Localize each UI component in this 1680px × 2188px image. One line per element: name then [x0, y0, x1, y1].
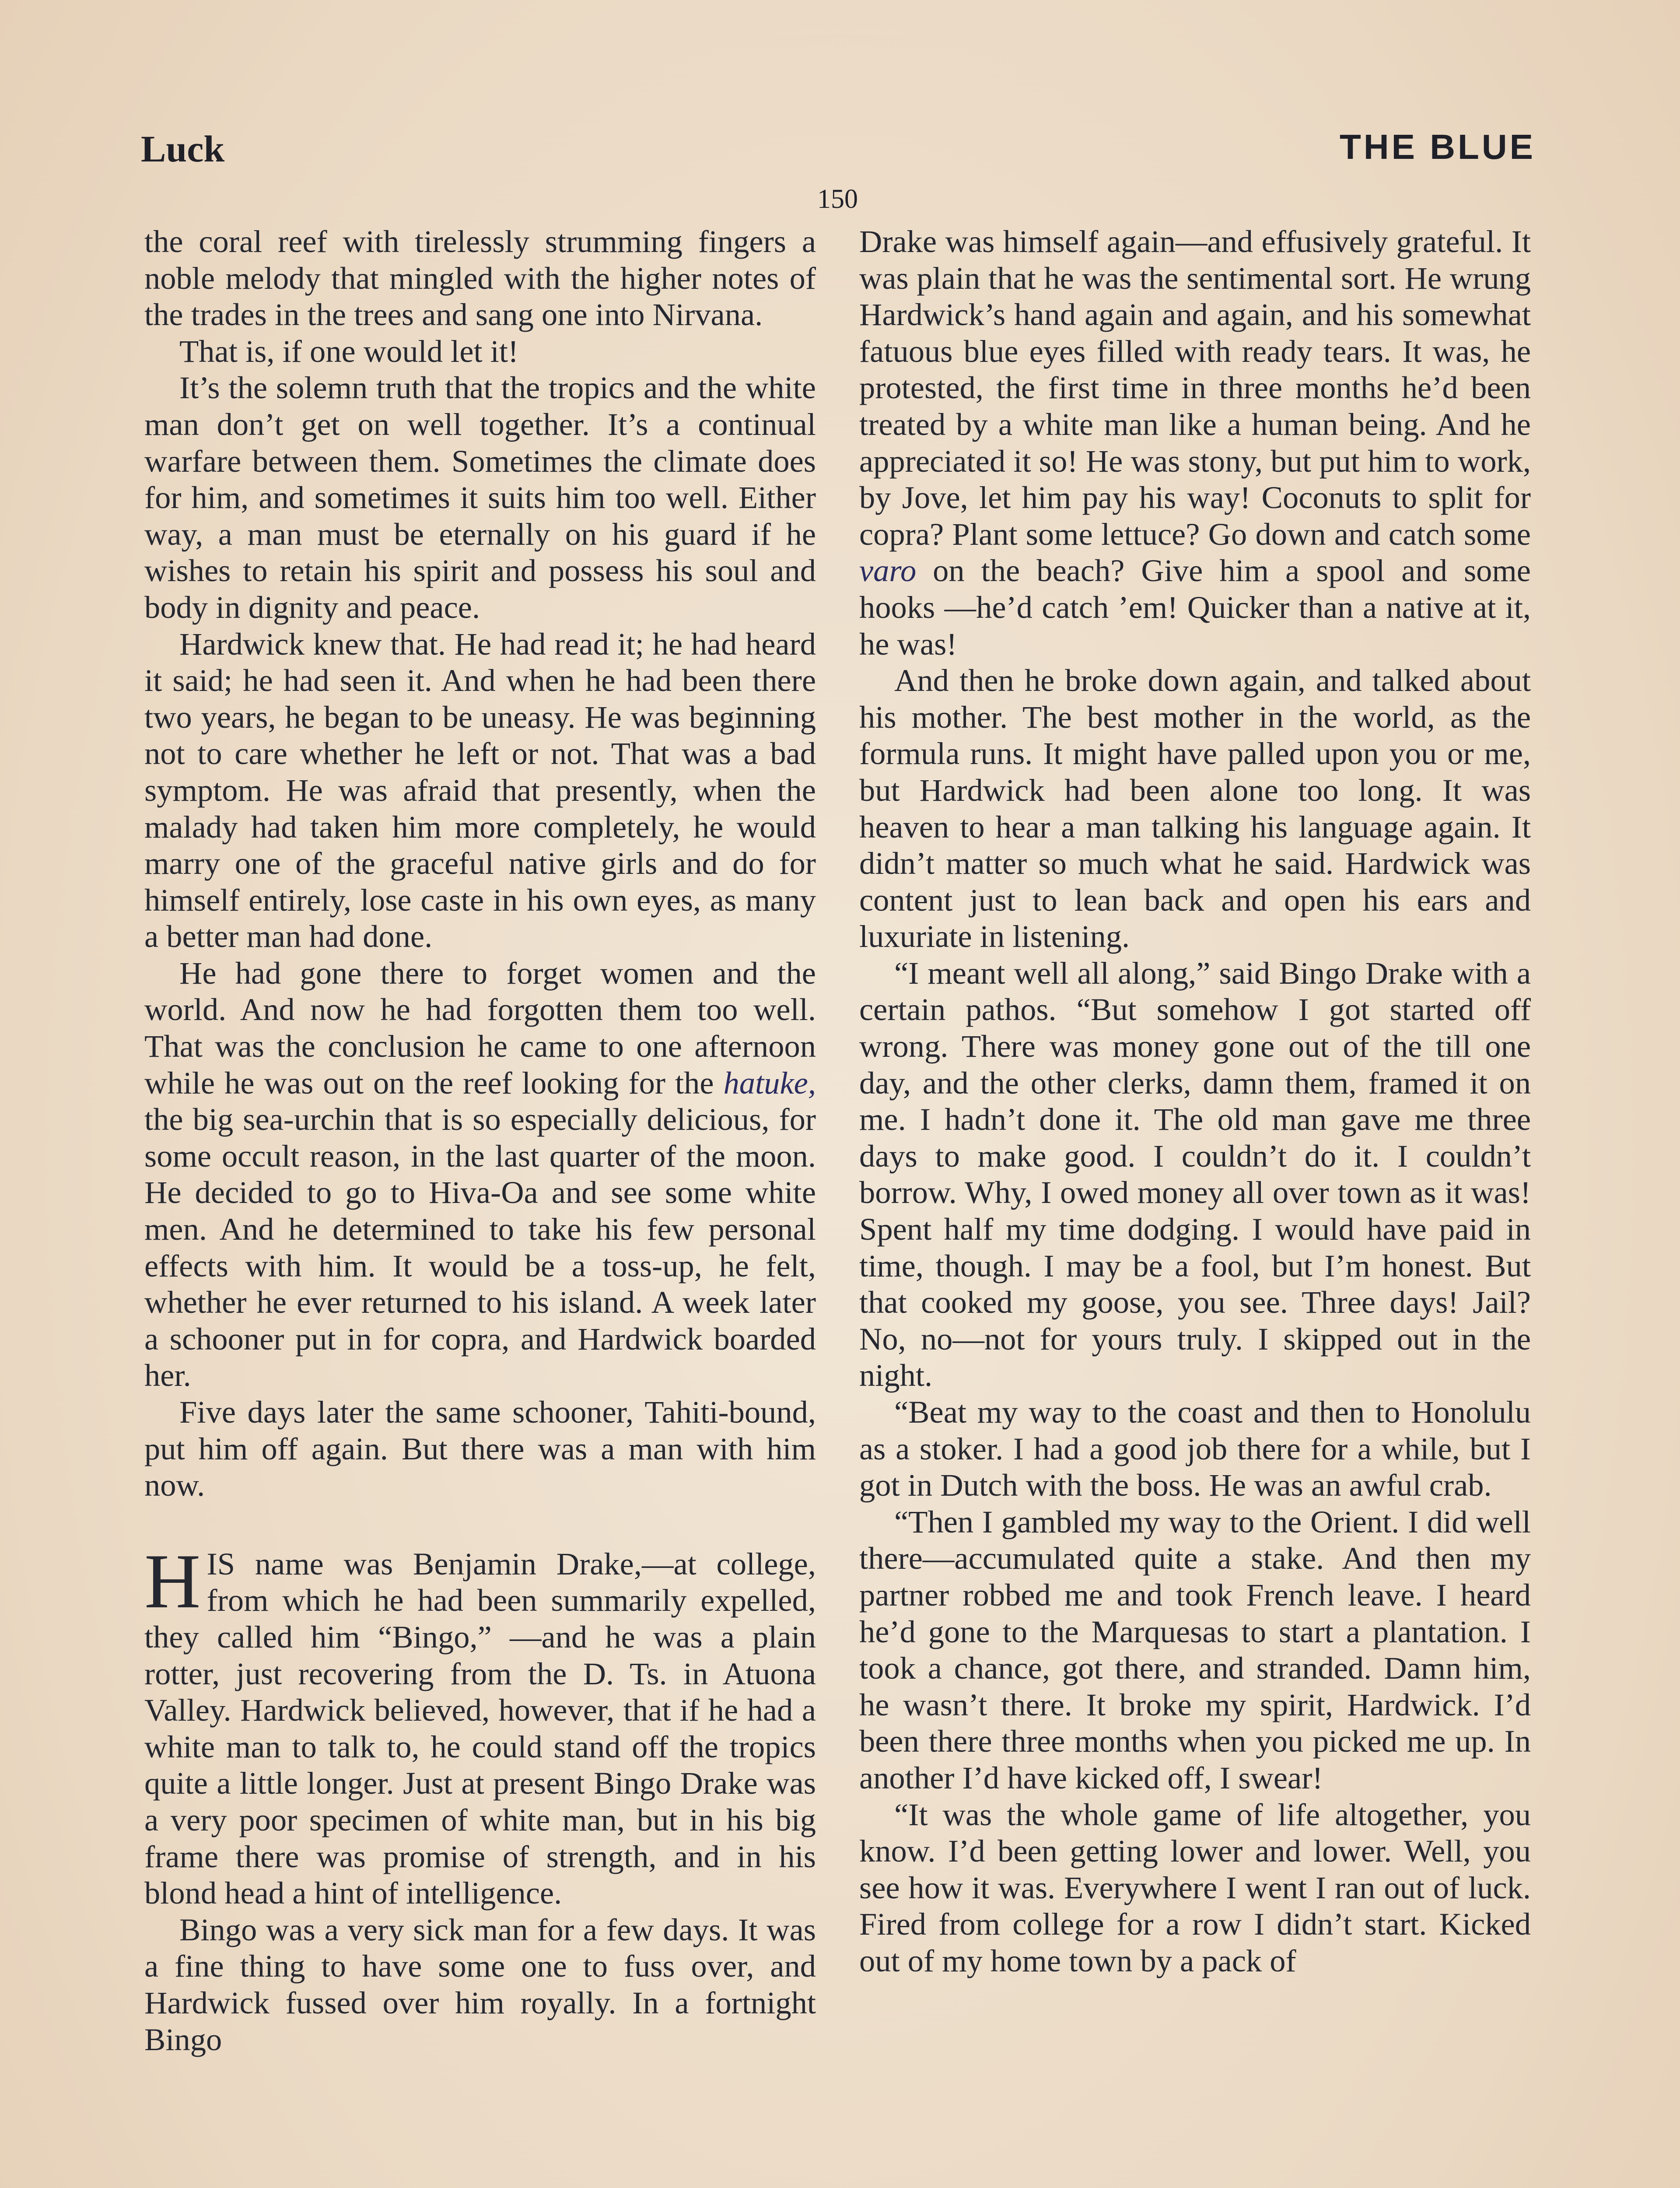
paragraph	[859, 223, 1531, 662]
italic-word: hatuke,	[723, 1065, 816, 1101]
paragraph: “Beat my way to the coast and then to Honolulu as a stoker. I had a good job there for a while, but I got in Dutch with the boss. He was an awful crab.	[859, 1394, 1531, 1503]
paragraph: “I meant well all along,” said Bingo Drake with a certain pathos. “But somehow I got started off wrong. There was money gone out of the till one day, and the other clerks, damn them, framed it on me. I hadn’t done it. The old man gave me three days to make good. I couldn’t do it. I couldn’t borrow. Why, I owed money all over town as it was! Spent half my time dodging. I would have paid in time, though. I may be a fool, but I’m honest. But that cooked my goose, you see. Three days! Jail? No, no—not for yours truly. I skipped out in the night.	[859, 955, 1531, 1393]
left-column	[144, 223, 816, 2058]
paragraph: the coral reef with tirelessly strumming fingers a noble melody that mingled with the higher notes of the trades in the trees and sang one into Nirvana.	[144, 224, 816, 333]
running-header-left: Luck	[141, 128, 225, 170]
text-run: Drake was himself again—and effusively grateful. It was plain that he was the sentimental sort. He wrung Hardwick’s hand again and again, and his somewhat fatuous blue eyes filled with ready tears. It was, he protested, the first time in three months he’d been treated by a white man like a human being. And he appreciated it so! He was stony, but put him to work, by Jove, let him pay his way! Coconuts to split for copra? Plant some lettuce? Go down and catch some varo on the beach? Give him a spool and some hooks —he’d catch ’em! Quicker than a native at it, he was!	[859, 224, 1531, 662]
paragraph	[144, 955, 816, 1394]
paragraph: Five days later the same schooner, Tahiti-bound, put him off again. But there was a man with him now.	[144, 1394, 816, 1503]
text-run: the big sea-urchin that is so especially delicious, for some occult reason, in the last quarter of the moon. He decided to go to Hiva-Oa and see some white men. And he determined to take his few personal effects with him. It would be a toss-up, he felt, whether he ever returned to his island. A week later a schooner put in for copra, and Hardwick boarded her.	[144, 1101, 816, 1393]
paragraph: It’s the solemn truth that the tropics and the white man don’t get on well together. It’s a continual warfare between them. Sometimes the climate does for him, and sometimes it suits him too well. Either way, a man must be eternally on his guard if he wishes to retain his spirit and possess his soul and body in dignity and peace.	[144, 370, 816, 625]
running-header-right: THE BLUE	[1340, 127, 1536, 166]
paragraph: “It was the whole game of life altogether, you know. I’d been getting lower and lower. Well, you see how it was. Everywhere I went I ran out of luck. Fired from college for a row I didn’t start. Kicked out of my home town by a pack of	[859, 1796, 1531, 1978]
paragraph: “Then I gambled my way to the Orient. I did well there—accumulated quite a stake. And then my partner robbed me and took French leave. I heard he’d gone to the Marquesas to start a plantation. I took a chance, got there, and stranded. Damn him, he wasn’t there. It broke my spirit, Hardwick. I’d been there three months when you picked me up. In another I’d have kicked off, I swear!	[859, 1504, 1531, 1795]
text-run: IS name was Benjamin Drake,—at college, from which he had been summarily expelled, they called him “Bingo,” —and he was a plain rotter, just recovering from the D. Ts. in Atuona Valley. Hardwick believed, however, that if he had a white man to talk to, he could stand off the tropics quite a little longer. Just at present Bingo Drake was a very poor specimen of white man, but in his big frame there was promise of strength, and in his blond head a hint of intelligence.	[144, 1546, 816, 1911]
paragraph: Bingo was a very sick man for a few days. It was a fine thing to have some one to fuss over, and Hardwick fussed over him royally. In a fortnight Bingo	[144, 1911, 816, 2057]
paragraph: That is, if one would let it!	[179, 333, 519, 369]
drop-cap: H	[144, 1537, 201, 1624]
right-column	[859, 223, 1531, 1979]
paragraph: And then he broke down again, and talked about his mother. The best mother in the world, as the formula runs. It might have palled upon you or me, but Hardwick had been alone too long. It was heaven to hear a man talking his language again. It didn’t matter so much what he said. Hardwick was content just to lean back and open his ears and luxuriate in listening.	[859, 663, 1531, 954]
page-number: 150	[817, 184, 858, 214]
italic-word: varo	[859, 553, 917, 589]
paragraph: Hardwick knew that. He had read it; he had heard it said; he had seen it. And when he had been there two years, he began to be uneasy. He was beginning not to care whether he left or not. That was a bad symptom. He was afraid that presently, when the malady had taken him more completely, he would marry one of the graceful native girls and do for himself entirely, lose caste in his own eyes, as many a better man had done.	[144, 626, 816, 954]
text-run: He had gone there to forget women and the world. And now he had forgotten them too well. That was the conclusion he came to one afternoon while he was out on the reef looking for the	[144, 955, 816, 1101]
paragraph-with-dropcap	[144, 1537, 816, 1911]
